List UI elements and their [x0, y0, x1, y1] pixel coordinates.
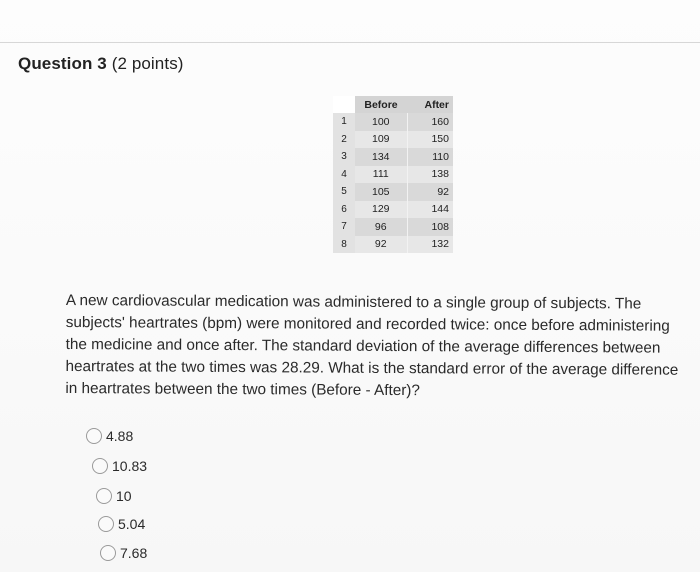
table-row: [333, 166, 453, 184]
question-label: Question 3: [18, 54, 107, 73]
answer-option-2[interactable]: [92, 458, 147, 474]
before-value: 105: [355, 183, 407, 201]
before-value: 134: [355, 148, 407, 166]
after-value: 150: [407, 131, 453, 149]
option-label: 5.04: [118, 516, 146, 532]
data-table: [333, 96, 453, 253]
after-value: 160: [407, 113, 453, 131]
option-label: 7.68: [120, 545, 148, 561]
row-index: 5: [333, 183, 355, 201]
table-row: [333, 218, 453, 236]
table-row: [333, 201, 453, 219]
before-value: 109: [355, 131, 407, 149]
radio-button[interactable]: [100, 545, 116, 561]
answer-option-1[interactable]: [86, 428, 133, 444]
question-title: [18, 54, 184, 74]
after-value: 92: [407, 183, 453, 201]
table-row: [333, 236, 453, 254]
before-value: 111: [355, 166, 407, 184]
table-header-row: [333, 96, 453, 113]
option-label: 4.88: [106, 428, 134, 444]
before-value: 92: [355, 236, 407, 254]
radio-button[interactable]: [98, 516, 114, 532]
radio-button[interactable]: [92, 458, 108, 474]
table-index-header: [333, 96, 355, 113]
after-value: 108: [407, 218, 453, 236]
row-index: 6: [333, 201, 355, 219]
table-row: [333, 148, 453, 166]
option-label: 10: [116, 488, 132, 504]
row-index: 8: [333, 236, 355, 254]
answer-option-4[interactable]: [98, 516, 145, 532]
answer-option-3[interactable]: [96, 488, 132, 504]
table-row: [333, 183, 453, 201]
answer-options: [86, 425, 386, 565]
row-index: 1: [333, 113, 355, 131]
row-index: 2: [333, 131, 355, 149]
table-header-after: After: [407, 96, 453, 113]
table-row: [333, 113, 453, 131]
table-row: [333, 131, 453, 149]
before-value: 96: [355, 218, 407, 236]
radio-button[interactable]: [96, 488, 112, 504]
before-value: 129: [355, 201, 407, 219]
after-value: 144: [407, 201, 453, 219]
answer-option-5[interactable]: [100, 545, 147, 561]
option-label: 10.83: [112, 458, 148, 474]
question-points: (2 points): [111, 54, 184, 73]
after-value: 138: [407, 166, 453, 184]
top-divider: [0, 42, 700, 43]
after-value: 110: [407, 148, 453, 166]
row-index: 7: [333, 218, 355, 236]
before-value: 100: [355, 113, 407, 131]
table-header-before: Before: [355, 96, 407, 113]
after-value: 132: [407, 236, 453, 254]
row-index: 4: [333, 166, 355, 184]
question-prompt: A new cardiovascular medication was administered to a single group of subjects. The subjects' heartrates (bpm) were monitored and recorded twice: once before administering the medicine and once after. The standard deviation of the average differences between heartrates at the two times was 28.29. What is the standard error of the average difference in heartrates between the two times (Before - After)?: [65, 291, 679, 400]
row-index: 3: [333, 148, 355, 166]
radio-button[interactable]: [86, 428, 102, 444]
